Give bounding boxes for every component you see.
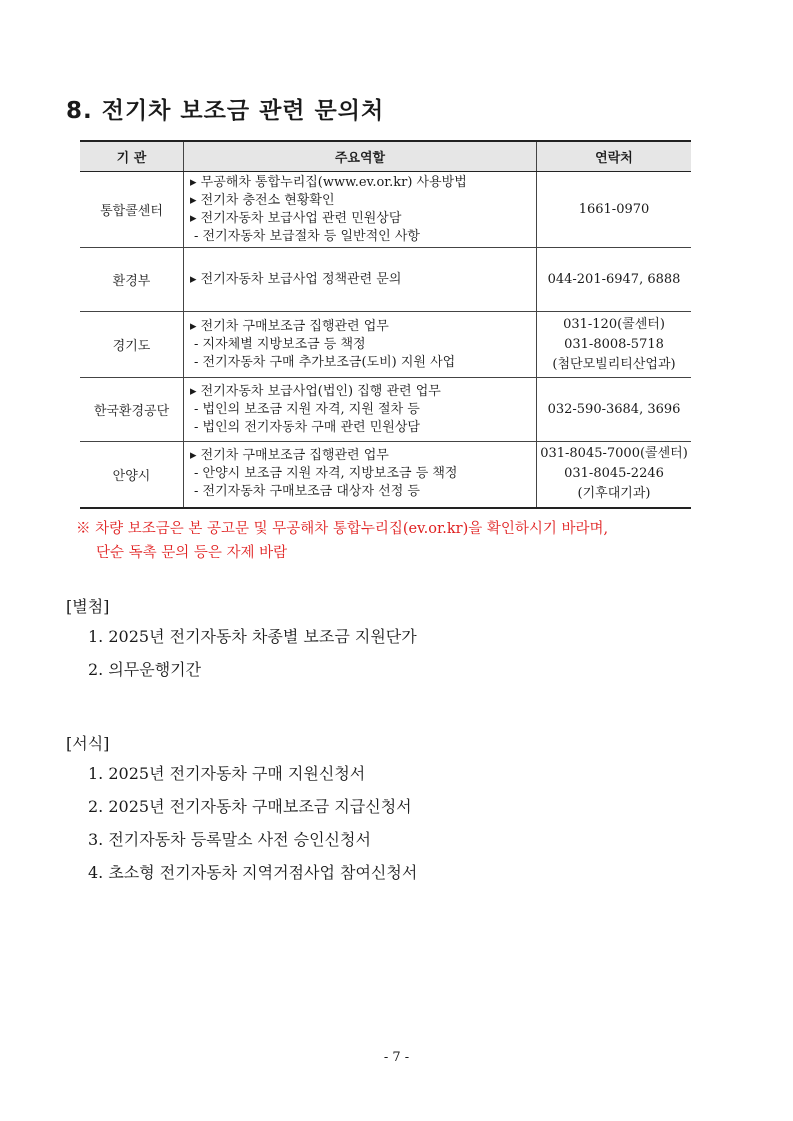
org-name: 한국환경공단 xyxy=(80,378,184,442)
list-item: 3. 전기자동차 등록말소 사전 승인신청서 xyxy=(88,830,371,849)
table-header-row xyxy=(80,141,691,172)
contact-line: 044-201-6947, 6888 xyxy=(547,271,681,287)
role-line: - 법인의 전기자동차 구매 관련 민원상담 xyxy=(194,419,420,435)
role-line: ▸ 전기자동차 보급사업 정책관련 문의 xyxy=(190,271,402,287)
list-item: 2. 의무운행기간 xyxy=(88,660,202,679)
list-item: 1. 2025년 전기자동차 구매 지원신청서 xyxy=(88,764,366,783)
contact-cell xyxy=(537,378,692,442)
page-number: - 7 - xyxy=(383,1050,410,1065)
contact-line: (기후대기과) xyxy=(577,486,651,502)
contact-line: 032-590-3684, 3696 xyxy=(547,401,681,417)
notice-line: 단순 독촉 문의 등은 자제 바람 xyxy=(96,545,288,561)
contact-cell xyxy=(537,312,692,378)
subsidy-notice xyxy=(76,517,608,565)
role-cell xyxy=(184,172,537,248)
role-line: ▸ 전기차 구매보조금 집행관련 업무 xyxy=(190,448,389,464)
table-row xyxy=(80,442,691,508)
forms-list xyxy=(88,757,417,889)
role-cell xyxy=(184,312,537,378)
role-cell xyxy=(184,248,537,312)
forms-heading: [서식] xyxy=(66,734,110,753)
role-line: ▸ 전기자동차 보급사업 관련 민원상담 xyxy=(190,210,402,226)
role-line: ▸ 전기차 구매보조금 집행관련 업무 xyxy=(190,318,389,334)
notice-line: ※ 차량 보조금은 본 공고문 및 무공해차 통합누리집(ev.or.kr)을 확인하시기 바라며, xyxy=(76,521,609,537)
org-name: 경기도 xyxy=(80,312,184,378)
contact-line: 031-8008-5718 xyxy=(564,336,664,352)
contact-line: 1661-0970 xyxy=(578,201,650,217)
role-line: - 지자체별 지방보조금 등 책정 xyxy=(194,336,366,352)
role-line: - 전기자동차 보급절차 등 일반적인 사항 xyxy=(194,228,420,244)
contact-line: 031-120(콜센터) xyxy=(563,316,665,332)
list-item: 4. 초소형 전기자동차 지역거점사업 참여신청서 xyxy=(88,863,418,882)
org-name: 안양시 xyxy=(80,442,184,508)
org-name: 환경부 xyxy=(80,248,184,312)
header-contact: 연락처 xyxy=(537,141,692,172)
contact-line: 031-8045-7000(콜센터) xyxy=(540,446,688,462)
contact-cell xyxy=(537,248,692,312)
org-name: 통합콜센터 xyxy=(80,172,184,248)
table-row xyxy=(80,172,691,248)
role-line: - 전기자동차 구매보조금 대상자 선정 등 xyxy=(194,484,420,500)
role-line: - 안양시 보조금 지원 자격, 지방보조금 등 책정 xyxy=(194,466,458,482)
contact-cell xyxy=(537,442,692,508)
attachments-list xyxy=(88,620,417,686)
contact-table xyxy=(80,140,691,509)
table-row xyxy=(80,312,691,378)
role-line: - 법인의 보조금 지원 자격, 지원 절차 등 xyxy=(194,401,420,417)
table-row xyxy=(80,378,691,442)
role-line: ▸ 전기차 충전소 현황확인 xyxy=(190,192,335,208)
contact-line: 031-8045-2246 xyxy=(564,466,664,482)
role-cell xyxy=(184,442,537,508)
section-title: 8. 전기차 보조금 관련 문의처 xyxy=(66,98,385,124)
attachments-heading: [별첨] xyxy=(66,597,110,616)
header-org: 기 관 xyxy=(80,141,184,172)
contact-cell xyxy=(537,172,692,248)
header-role: 주요역할 xyxy=(184,141,537,172)
role-line: ▸ 무공해차 통합누리집(www.ev.or.kr) 사용방법 xyxy=(190,174,467,190)
role-cell xyxy=(184,378,537,442)
list-item: 1. 2025년 전기자동차 차종별 보조금 지원단가 xyxy=(88,627,417,646)
role-line: - 전기자동차 구매 추가보조금(도비) 지원 사업 xyxy=(194,354,456,370)
contact-line: (첨단모빌리티산업과) xyxy=(552,356,676,372)
table-row xyxy=(80,248,691,312)
role-line: ▸ 전기자동차 보급사업(법인) 집행 관련 업무 xyxy=(190,383,441,399)
list-item: 2. 2025년 전기자동차 구매보조금 지급신청서 xyxy=(88,797,412,816)
